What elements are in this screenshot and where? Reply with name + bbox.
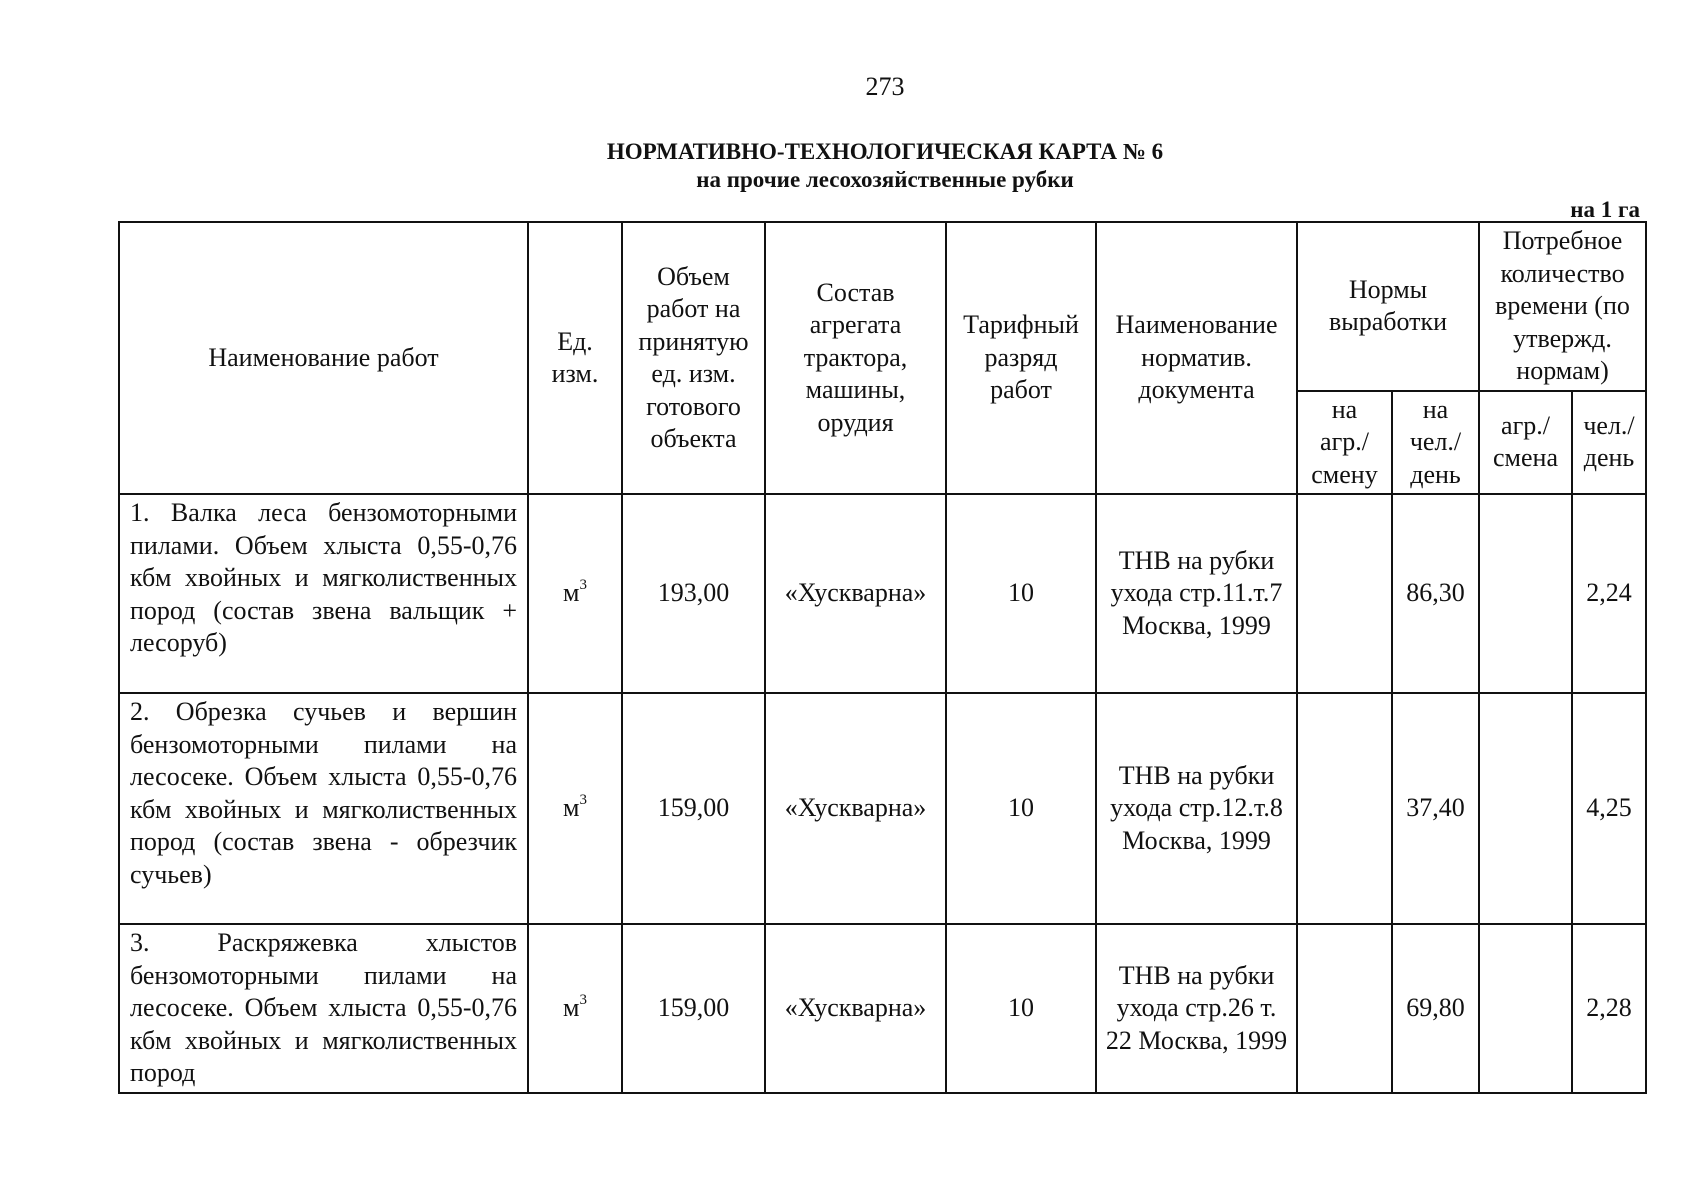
composition-cell: «Хускварна»: [765, 924, 946, 1093]
time-per-unit-cell: [1479, 494, 1572, 693]
table-body: [119, 494, 1646, 1093]
time-per-person-cell: 2,28: [1572, 924, 1646, 1093]
header-output-per-person: на чел./ день: [1392, 391, 1479, 495]
time-per-unit-cell: [1479, 693, 1572, 924]
output-per-person-cell: 37,40: [1392, 693, 1479, 924]
output-per-person-cell: 69,80: [1392, 924, 1479, 1093]
volume-cell: 159,00: [622, 693, 765, 924]
volume-cell: 159,00: [622, 924, 765, 1093]
unit-text: м: [563, 993, 580, 1022]
table-header: [119, 222, 1646, 494]
header-work-name: Наименование работ: [119, 222, 528, 494]
volume-cell: 193,00: [622, 494, 765, 693]
output-per-unit-cell: [1297, 693, 1392, 924]
norm-doc-cell: ТНВ на рубки ухода стр.11.т.7 Москва, 1999: [1096, 494, 1297, 693]
header-tariff: Тарифный разряд работ: [946, 222, 1096, 494]
tariff-cell: 10: [946, 494, 1096, 693]
unit-text: м: [563, 793, 580, 823]
header-output-per-unit: на агр./ смену: [1297, 391, 1392, 495]
header-norm-doc: Наименование норматив. документа: [1096, 222, 1297, 494]
header-composition: Состав агрегата трактора, машины, орудия: [765, 222, 946, 494]
composition-cell: «Хускварна»: [765, 494, 946, 693]
document-title-sub: на прочие лесохозяйственные рубки: [696, 167, 1074, 192]
unit-cell: [528, 693, 622, 924]
norm-doc-cell: ТНВ на рубки ухода стр.12.т.8 Москва, 1999: [1096, 693, 1297, 924]
unit-superscript: 3: [579, 577, 587, 594]
work-name-cell: 1. Валка леса бензомоторными пилами. Объем хлыста 0,55-0,76 кбм хвойных и мягколиственных пород (состав звена вальщик + лесоруб): [119, 494, 528, 693]
norm-doc-cell: ТНВ на рубки ухода стр.26 т. 22 Москва, 1999: [1096, 924, 1297, 1093]
table-row: [119, 693, 1646, 924]
header-time-required: Потребное количество времени (по утвержд. нормам): [1479, 222, 1646, 391]
unit-superscript: 3: [579, 992, 587, 1008]
header-time-per-unit: агр./ смена: [1479, 391, 1572, 495]
unit-cell: [528, 924, 622, 1093]
output-per-unit-cell: [1297, 494, 1392, 693]
output-per-person-cell: 86,30: [1392, 494, 1479, 693]
time-per-unit-cell: [1479, 924, 1572, 1093]
tariff-cell: 10: [946, 924, 1096, 1093]
work-name-cell: 2. Обрезка сучьев и вершин бензомоторными пилами на лесосеке. Объем хлыста 0,55-0,76 кбм хвойных и мягколиственных пород (состав звена - обрезчик сучьев): [119, 693, 528, 924]
tariff-cell: 10: [946, 693, 1096, 924]
output-per-unit-cell: [1297, 924, 1392, 1093]
time-per-person-cell: 2,24: [1572, 494, 1646, 693]
document-title: [0, 138, 1697, 194]
composition-cell: «Хускварна»: [765, 693, 946, 924]
unit-note: на 1 га: [1570, 197, 1640, 222]
work-name-cell: 3. Раскряжевка хлыстов бензомоторными пилами на лесосеке. Объем хлыста 0,55-0,76 кбм хвойных и мягколиственных пород: [119, 924, 528, 1093]
table-row: [119, 494, 1646, 693]
page-number: 273: [865, 72, 905, 101]
unit-text: м: [563, 578, 580, 608]
table-row: [119, 924, 1646, 1093]
time-per-person-cell: 4,25: [1572, 693, 1646, 924]
norm-table: [118, 221, 1647, 1094]
unit-superscript: 3: [579, 792, 587, 809]
header-unit: Ед. изм.: [528, 222, 622, 494]
header-row-top: [119, 222, 1646, 391]
header-output-norms: Нормы выработки: [1297, 222, 1479, 391]
unit-cell: [528, 494, 622, 693]
header-volume: Объем работ на принятую ед. изм. готового объекта: [622, 222, 765, 494]
document-title-main: НОРМАТИВНО-ТЕХНОЛОГИЧЕСКАЯ КАРТА № 6: [606, 139, 1164, 164]
header-time-per-person: чел./ день: [1572, 391, 1646, 495]
